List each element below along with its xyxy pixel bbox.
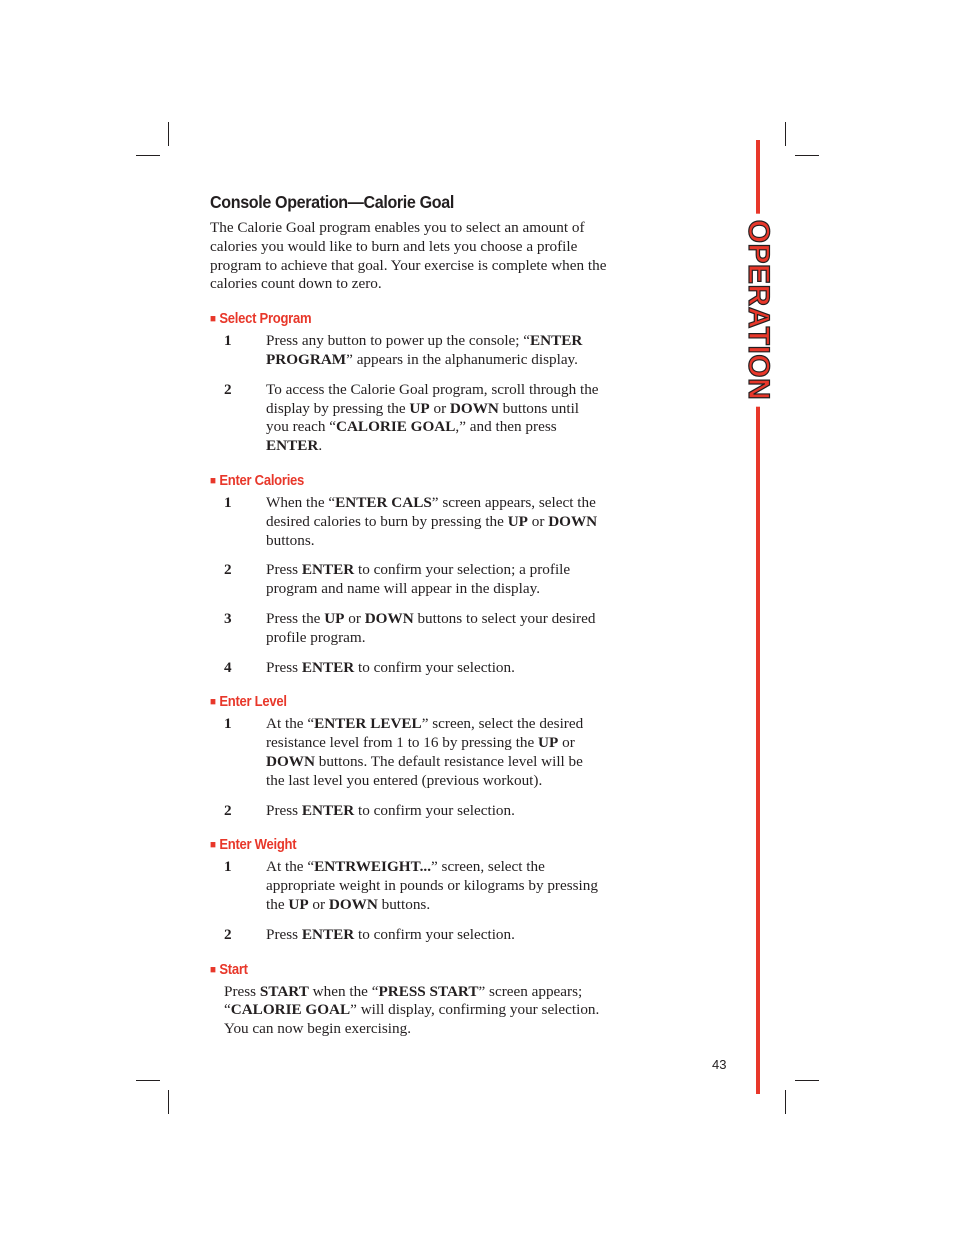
crop-mark — [795, 1080, 819, 1081]
section-heading — [210, 694, 570, 710]
text-run: buttons. — [377, 895, 431, 913]
section-paragraph — [210, 983, 604, 1039]
step-item — [210, 610, 610, 648]
text-run: When the “ — [266, 493, 336, 511]
text-run: or — [558, 734, 575, 752]
text-run: to confirm your selection. — [354, 658, 515, 676]
step-text — [266, 494, 601, 550]
text-run: ” screen, select the desired resistance level from 1 to 16 by pressing the — [266, 715, 584, 752]
section-heading — [210, 837, 570, 853]
text-run: Press — [266, 658, 302, 676]
step-text — [266, 715, 601, 790]
bold-term: UP — [324, 609, 345, 627]
section-heading-label: Enter Weight — [219, 837, 297, 854]
bold-term: UP — [538, 734, 559, 752]
step-item — [210, 381, 610, 456]
step-text — [266, 561, 601, 599]
step-text — [266, 926, 601, 945]
text-run: buttons to select your desired profile program. — [266, 609, 596, 646]
step-number: 1 — [224, 715, 232, 733]
step-item — [210, 561, 610, 599]
step-item — [210, 494, 610, 550]
bold-term: UP — [409, 399, 430, 417]
text-run: Press — [266, 561, 302, 579]
section-heading-label: Enter Calories — [219, 472, 305, 489]
bold-term: ENTER — [301, 658, 355, 676]
bold-term: DOWN — [548, 512, 598, 530]
bold-term: PRESS START — [378, 982, 479, 1000]
step-number: 1 — [224, 858, 232, 876]
page-title: Console Operation—Calorie Goal — [210, 192, 454, 212]
bold-term: ENTER — [301, 925, 355, 943]
bold-term: ENTER PROGRAM — [266, 332, 583, 368]
step-text — [266, 610, 601, 648]
text-run: Press any button to power up the console; “ — [266, 332, 531, 350]
bold-term: ENTER CALS — [335, 493, 432, 511]
square-bullet-icon: ■ — [210, 696, 216, 709]
text-run: buttons until you reach “ — [266, 399, 580, 436]
text-run: ” screen appears, select the desired calories to burn by pressing the — [266, 493, 596, 530]
square-bullet-icon: ■ — [210, 313, 216, 326]
text-run: or — [344, 609, 365, 627]
step-number: 1 — [224, 332, 232, 350]
section-heading — [210, 962, 570, 978]
sections-container — [210, 311, 610, 1039]
bold-term: DOWN — [364, 609, 414, 627]
section-heading — [210, 311, 570, 327]
square-bullet-icon: ■ — [210, 839, 216, 852]
step-item — [210, 858, 610, 914]
page-number: 43 — [712, 1057, 727, 1072]
text-run: or — [527, 512, 549, 530]
step-item — [210, 715, 610, 790]
bold-term: START — [259, 982, 309, 1000]
bold-term: UP — [288, 895, 309, 913]
step-item — [210, 659, 610, 678]
text-run: . — [318, 437, 323, 455]
text-run: Press — [266, 801, 302, 819]
text-run: to confirm your selection. — [354, 925, 515, 943]
bold-term: DOWN — [449, 399, 499, 417]
step-number: 1 — [224, 493, 232, 511]
crop-mark — [168, 1090, 169, 1114]
text-run: or — [429, 399, 450, 417]
step-item — [210, 926, 610, 945]
text-run: ” screen appears; “ — [224, 982, 583, 1019]
crop-mark — [795, 155, 819, 156]
crop-mark — [136, 1080, 160, 1081]
crop-mark — [168, 122, 169, 146]
step-item — [210, 802, 610, 821]
step-text — [266, 381, 601, 456]
step-text — [266, 802, 601, 821]
section-heading-label: Select Program — [219, 311, 312, 328]
step-text — [266, 659, 601, 678]
bold-term: ENTER — [301, 561, 355, 579]
text-run: ,” and then press — [455, 418, 557, 436]
step-number: 2 — [224, 561, 232, 579]
bold-term: CALORIE GOAL — [230, 1001, 351, 1019]
bold-term: DOWN — [328, 895, 378, 913]
step-item — [210, 332, 610, 370]
bold-term: CALORIE GOAL — [336, 418, 456, 436]
bold-term: ENTRWEIGHT... — [314, 858, 431, 876]
section-heading-label: Start — [219, 961, 248, 978]
text-run: to confirm your selection; a profile program and name will appear in the display. — [266, 561, 571, 598]
text-run: buttons. The default resistance level will be the last level you entered (previous workout). — [266, 752, 583, 789]
text-run: ” appears in the alphanumeric display. — [346, 350, 578, 368]
text-run: when the “ — [308, 982, 379, 1000]
step-number: 2 — [224, 801, 232, 819]
text-run: Press — [224, 982, 260, 1000]
text-run: or — [308, 895, 329, 913]
square-bullet-icon: ■ — [210, 963, 216, 976]
section-heading-label: Enter Level — [219, 694, 287, 711]
side-tab-label: OPERATION — [741, 214, 775, 407]
text-run: At the “ — [266, 858, 315, 876]
step-number: 2 — [224, 925, 232, 943]
text-run: To access the Calorie Goal program, scroll through the display by pressing the — [266, 380, 599, 417]
bold-term: UP — [507, 512, 528, 530]
crop-mark — [785, 122, 786, 146]
bold-term: ENTER — [301, 801, 355, 819]
intro-paragraph: The Calorie Goal program enables you to select an amount of calories you would like to burn and lets you choose a profile program to achieve that goal. Your exercise is complete when the calories count down to zero. — [210, 219, 607, 293]
crop-mark — [136, 155, 160, 156]
text-run: Press — [266, 925, 302, 943]
step-text — [266, 332, 601, 370]
text-run: buttons. — [266, 531, 315, 549]
bold-term: ENTER LEVEL — [314, 715, 422, 733]
text-run: ” screen, select the appropriate weight in pounds or kilograms by pressing the — [266, 858, 598, 913]
text-run: ” will display, confirming your selection. You can now begin exercising. — [224, 1001, 600, 1038]
step-number: 3 — [224, 609, 232, 627]
text-run: At the “ — [266, 715, 315, 733]
step-number: 4 — [224, 658, 232, 676]
crop-mark — [785, 1090, 786, 1114]
step-number: 2 — [224, 380, 232, 398]
text-run: to confirm your selection. — [354, 801, 515, 819]
bold-term: ENTER — [266, 437, 319, 455]
section-heading — [210, 473, 570, 489]
step-text — [266, 858, 601, 914]
square-bullet-icon: ■ — [210, 474, 216, 487]
page-content — [210, 192, 610, 1039]
bold-term: DOWN — [266, 752, 315, 770]
text-run: Press the — [266, 609, 325, 627]
